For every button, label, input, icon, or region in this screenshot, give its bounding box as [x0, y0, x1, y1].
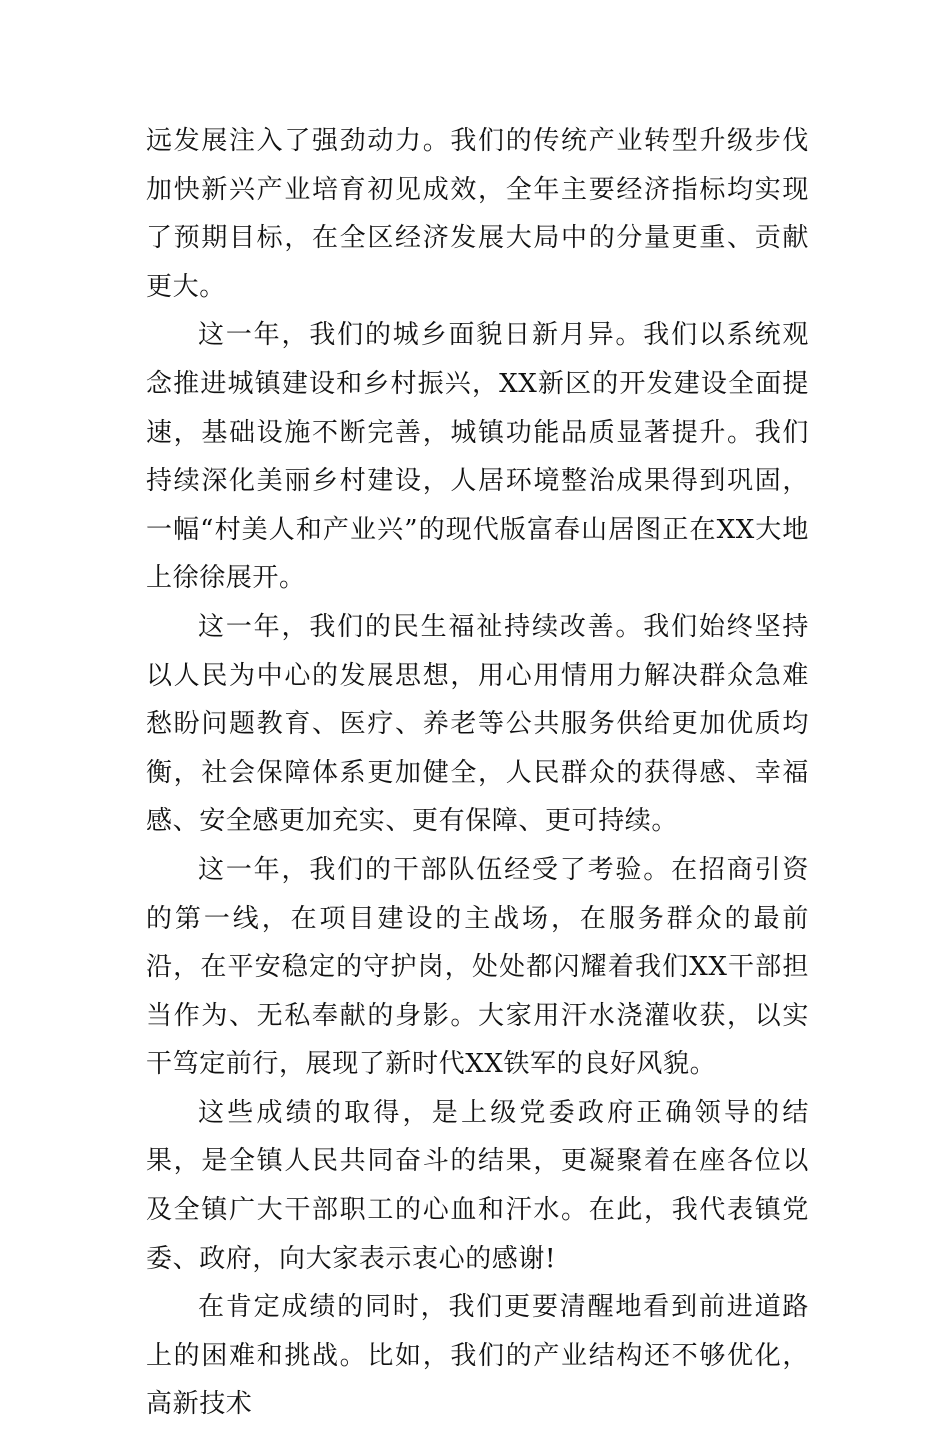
paragraph-challenges: 在肯定成绩的同时，我们更要清醒地看到前进道路上的困难和挑战。比如，我们的产业结构还不够优化，高新技术: [146, 1292, 809, 1420]
paragraph-livelihood: 这一年，我们的民生福祉持续改善。我们始终坚持以人民为中心的发展思想，用心用情用力解决群众急难愁盼问题教育、医疗、养老等公共服务供给更加优质均衡，社会保障体系更加健全，人民群众的获得感、幸福感、安全感更加充实、更有保障、更可持续。: [146, 611, 809, 837]
document-page: [146, 117, 809, 1429]
paragraph-economy: 远发展注入了强劲动力。我们的传统产业转型升级步伐加快新兴产业培育初见成效，全年主要经济指标均实现了预期目标，在全区经济发展大局中的分量更重、贡献更大。: [146, 126, 809, 302]
paragraph-urban-rural: 这一年，我们的城乡面貌日新月异。我们以系统观念推进城镇建设和乡村振兴，XX新区的开发建设全面提速，基础设施不断完善，城镇功能品质显著提升。我们持续深化美丽乡村建设，人居环境整治成果得到巩固，一幅“村美人和产业兴”的现代版富春山居图正在XX大地上徐徐展开。: [146, 320, 809, 594]
paragraph-gratitude: 这些成绩的取得，是上级党委政府正确领导的结果，是全镇人民共同奋斗的结果，更凝聚着在座各位以及全镇广大干部职工的心血和汗水。在此，我代表镇党委、政府，向大家表示衷心的感谢!: [146, 1097, 809, 1274]
paragraph-cadres: 这一年，我们的干部队伍经受了考验。在招商引资的第一线，在项目建设的主战场，在服务群众的最前沿，在平安稳定的守护岗，处处都闪耀着我们XX干部担当作为、无私奉献的身影。大家用汗水浇灌收获，以实干笃定前行，展现了新时代XX铁军的良好风貌。: [146, 854, 809, 1080]
